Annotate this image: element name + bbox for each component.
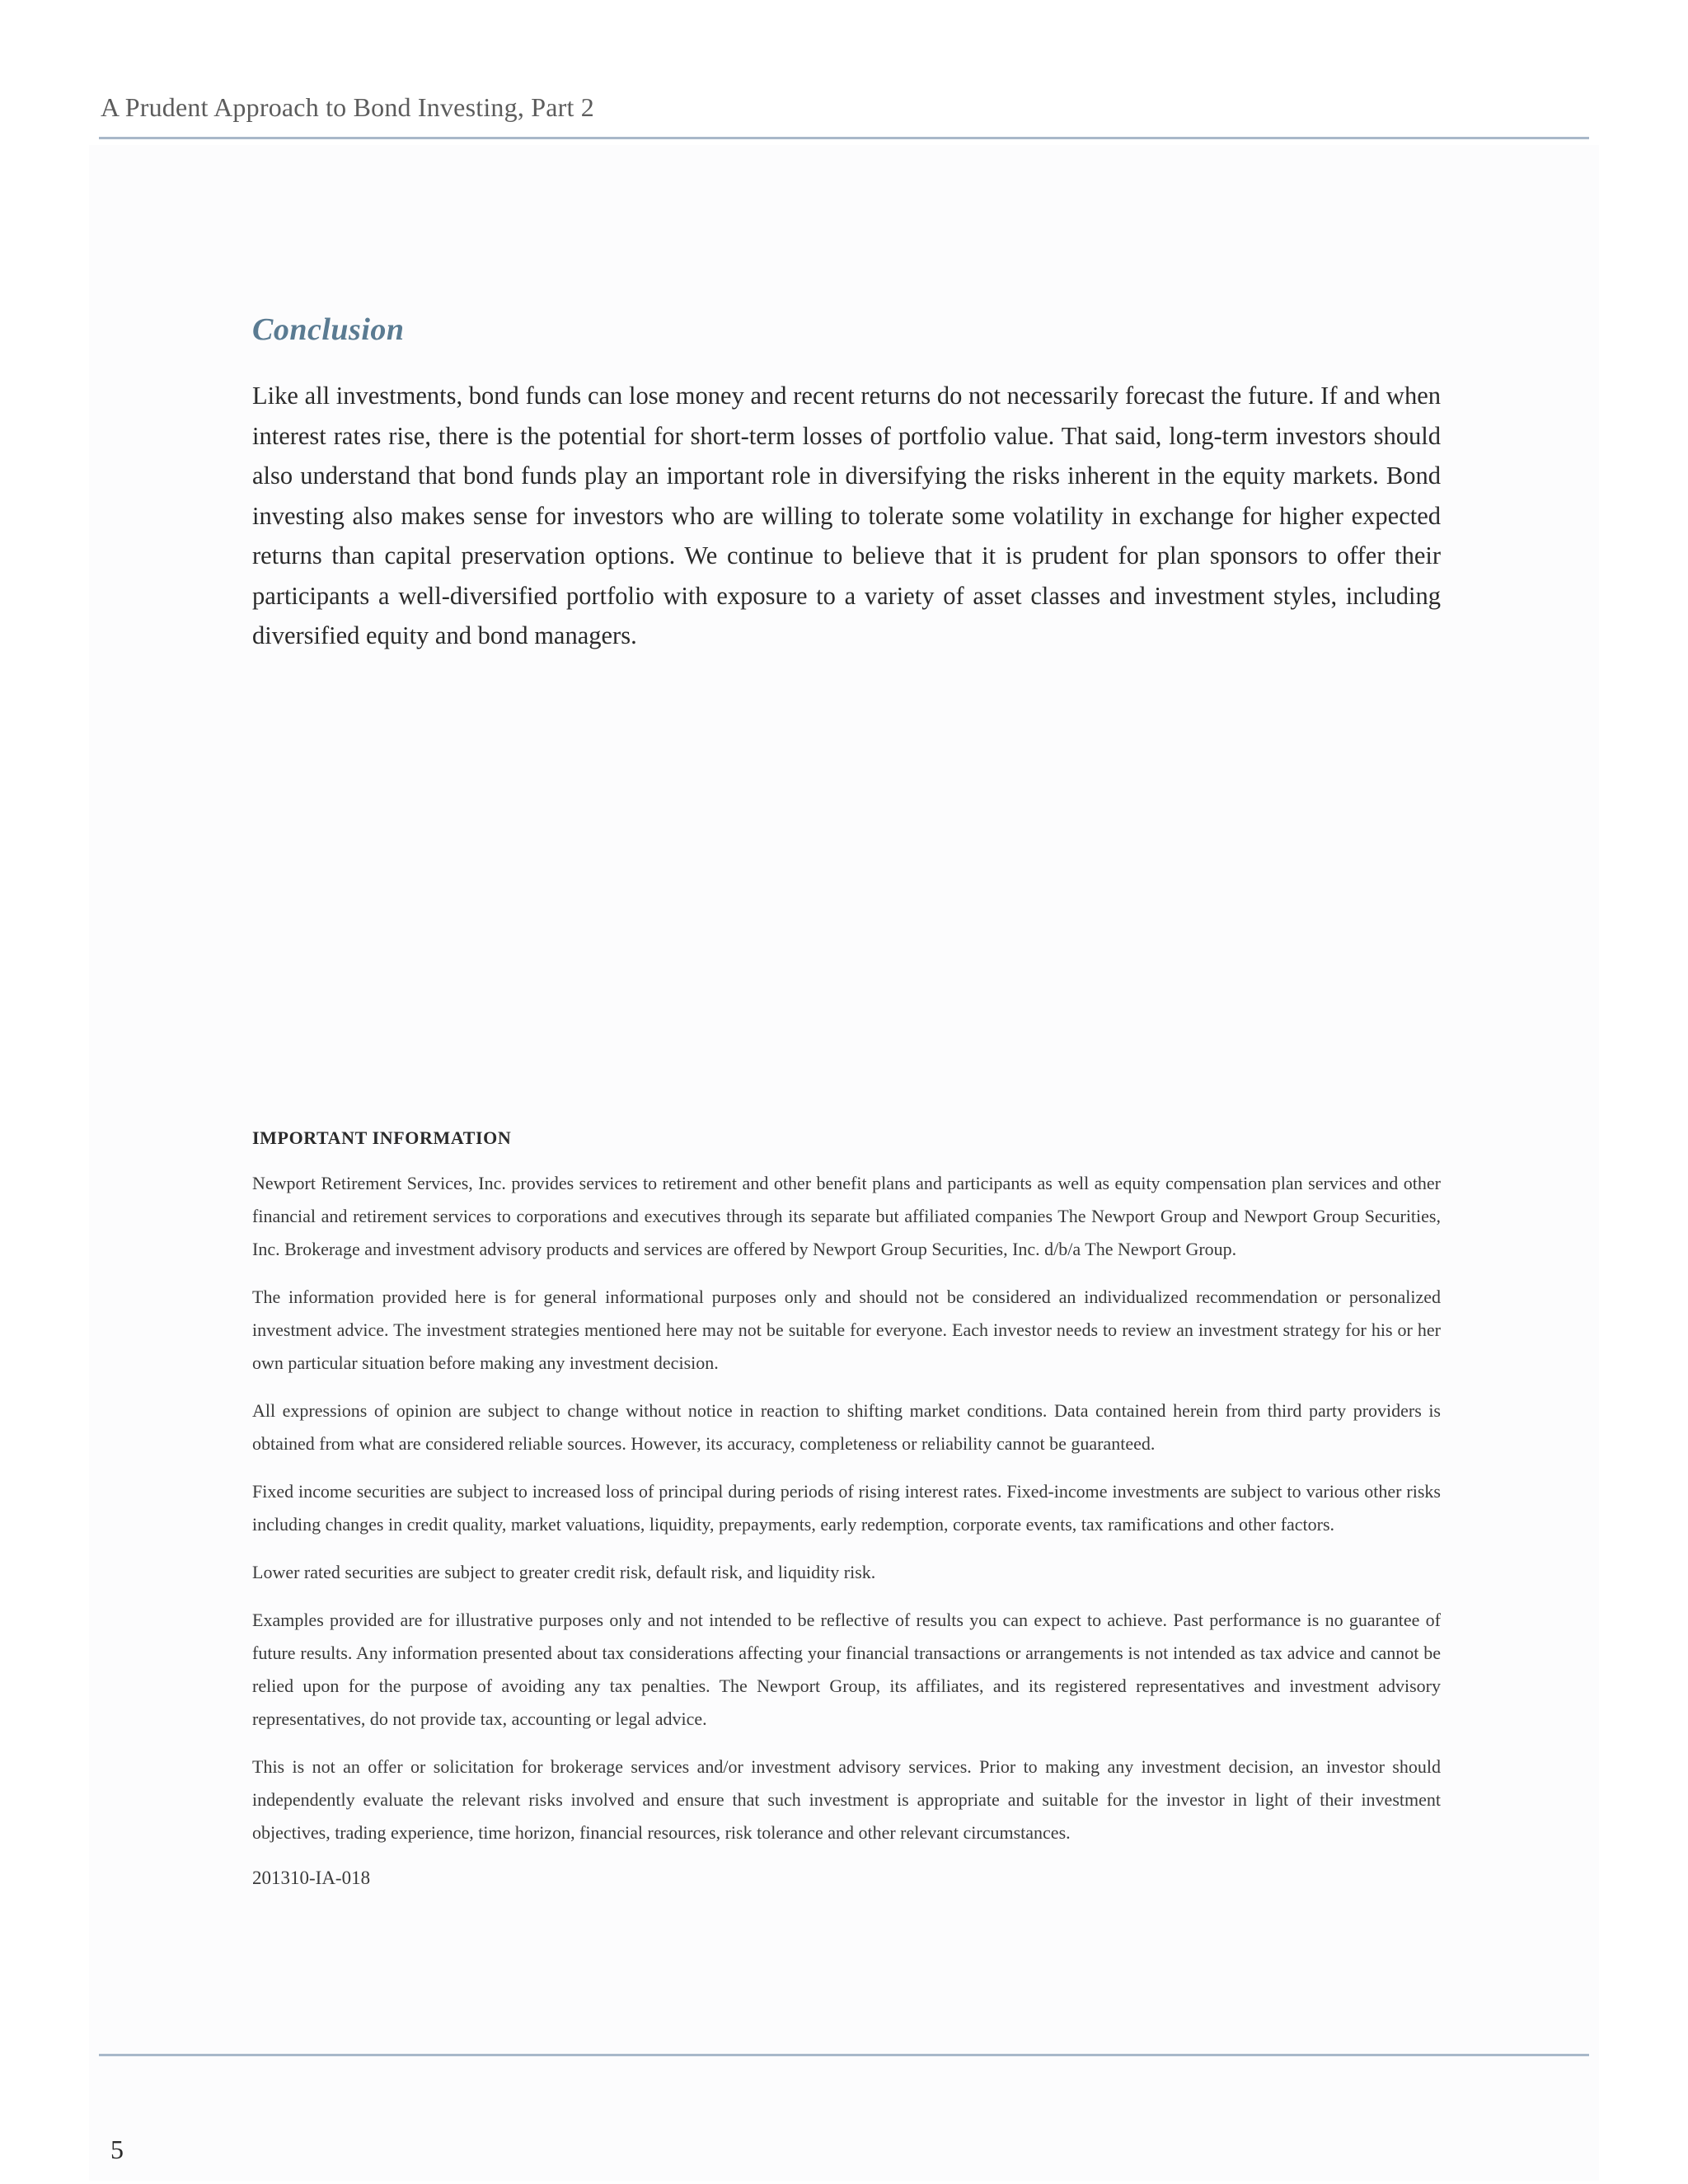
disclosure-paragraph: Examples provided are for illustrative purposes only and not intended to be reflective of results you can expect to achieve. Past performance is no guarantee of future results. Any information presented about tax considerations affecting your financial transactions or arrangements is not intended as tax advice and cannot be relied upon for the purpose of avoiding any tax penalties. The Newport Group, its affiliates, and its registered representatives and investment advisory representatives, do not provide tax, accounting or legal advice. — [252, 1610, 1441, 1729]
disclosure-paragraph: Lower rated securities are subject to greater credit risk, default risk, and liquidity risk. — [252, 1562, 876, 1582]
footer-rule — [99, 2054, 1589, 2056]
disclosure-paragraph: Fixed income securities are subject to increased loss of principal during periods of rising interest rates. Fixed-income investments are subject to various other risks including changes in credit quality, market valuations, liquidity, prepayments, early redemption, corporate events, tax ramifications and other factors. — [252, 1481, 1441, 1535]
disclosure-paragraph: The information provided here is for general informational purposes only and should not be considered an individualized recommendation or personalized investment advice. The investment strategies mentioned here may not be suitable for everyone. Each investor needs to review an investment strategy for his or her own particular situation before making any investment decision. — [252, 1286, 1441, 1373]
disclosure-paragraph: Newport Retirement Services, Inc. provides services to retirement and other benefit plans and participants as well as equity compensation plan services and other financial and retirement services to corporations and executives through its separate but affiliated companies The Newport Group and Newport Group Securities, Inc. Brokerage and investment advisory products and services are offered by Newport Group Securities, Inc. d/b/a The Newport Group. — [252, 1173, 1441, 1259]
section-title: Conclusion — [252, 312, 405, 347]
header-rule — [99, 137, 1589, 139]
document-code: 201310-IA-018 — [252, 1868, 371, 1888]
disclosure-paragraph: All expressions of opinion are subject to change without notice in reaction to shifting market conditions. Data contained herein from third party providers is obtained from what are considered reliable sources. However, its accuracy, completeness or reliability cannot be guaranteed. — [252, 1400, 1441, 1454]
conclusion-paragraph: Like all investments, bond funds can lose money and recent returns do not necessarily forecast the future. If and when interest rates rise, there is the potential for short-term losses of portfolio value. That said, long-term investors should also understand that bond funds play an important role in diversifying the risks inherent in the equity markets. Bond investing also makes sense for investors who are willing to tolerate some volatility in exchange for higher expected returns than capital preservation options. We continue to believe that it is prudent for plan sponsors to offer their participants a well-diversified portfolio with exposure to a variety of asset classes and investment styles, including diversified equity and bond managers. — [252, 382, 1441, 649]
important-information-heading: IMPORTANT INFORMATION — [252, 1127, 512, 1148]
page-number: 5 — [110, 2135, 124, 2164]
important-information — [252, 1127, 1441, 1889]
running-header: A Prudent Approach to Bond Investing, Part 2 — [101, 92, 594, 122]
disclosure-paragraph: This is not an offer or solicitation for brokerage services and/or investment advisory services. Prior to making any investment decision, an investor should independently evaluate the relevant risks involved and ensure that such investment is appropriate and suitable for the investor in light of their investment objectives, trading experience, time horizon, financial resources, risk tolerance and other relevant circumstances. — [252, 1756, 1441, 1843]
